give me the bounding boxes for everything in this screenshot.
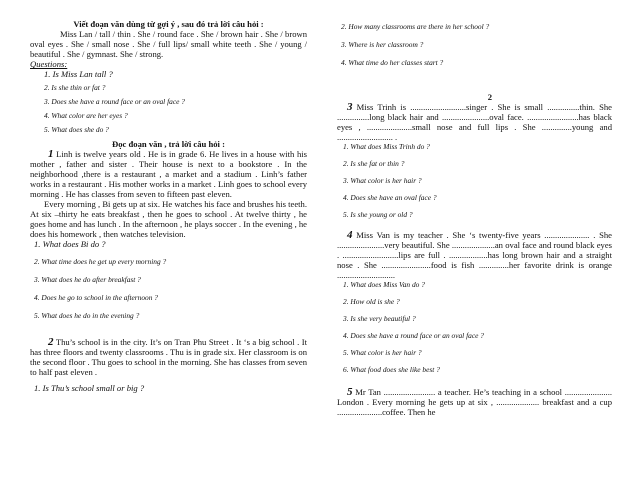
passage-number: 2 [48, 336, 54, 348]
passage-text: Miss Trinh is ..........................singer . She is small ...............thin. She ...............long black hair and ......................oval face. ........................has black eyes , .....................small nose and full lips . She ..............young and .......................... . [337, 102, 612, 142]
prompt-miss-lan: Miss Lan / tall / thin . She / round face . She / brown hair . She / brown oval eyes . She / small nose . She / full lips/ small white teeth . She / young / beautiful . She / gymnast. She / strong. [30, 29, 307, 59]
question: 2. How many classrooms are there in her school ? [341, 22, 490, 31]
question: 3. Is she very beautiful ? [343, 314, 416, 323]
van-questions [337, 280, 612, 375]
passage-miss-van [337, 230, 612, 280]
passage-text: Linh is twelve years old . He is in grade 6. He lives in a house with his mother , father and sister . Their house is next to a bookstore . In the neighborhood ,there is a restaurant , a market and a stadium . Linh’s father works in a restaurant . His mother works in a market . Linh goes to school every morning . He has classes from seven to fifteen past eleven. [30, 149, 307, 199]
miss-lan-questions [30, 69, 307, 135]
thu-questions [337, 22, 612, 68]
question: 3. What does he do after breakfast ? [34, 275, 141, 284]
right-column [337, 0, 612, 417]
exercise-title-write: Viết đoạn văn dùng từ gợi ý , sau đó trả lời câu hỏi : [73, 19, 264, 29]
passage-text: Thu’s school is in the city. It’s on Tran Phu Street . It ‘s a big school . It has three floors and twenty classrooms . Thu is in grade six. Her classroom is on the second floor . Thu goes to school in the morning. She has classes from seven to half past eleven . [30, 337, 307, 377]
passage-number: 4 [347, 229, 353, 241]
question: 2. Is she thin or fat ? [44, 83, 106, 92]
question: 4. Does he go to school in the afternoon ? [34, 293, 158, 302]
question: 3. Does she have a round face or an oval face ? [44, 97, 185, 106]
passage-linh [30, 149, 307, 199]
passage-thu [30, 337, 307, 377]
question: 3. What color is her hair ? [343, 176, 422, 185]
question: 5. Is she young or old ? [343, 210, 413, 219]
question: 2. How old is she ? [343, 297, 400, 306]
question: 1. What does Miss Van do ? [343, 280, 425, 289]
exercise-title-read: Đọc đoạn văn , trả lời câu hỏi : [112, 139, 225, 149]
question: 4. Does she have an oval face ? [343, 193, 437, 202]
passage-miss-trinh [337, 102, 612, 142]
left-column [30, 0, 307, 393]
passage-mr-tan [337, 387, 612, 417]
question: 5. What does he do in the evening ? [34, 311, 140, 320]
question: 5. What color is her hair ? [343, 348, 422, 357]
question: 4. Does she have a round face or an oval face ? [343, 331, 484, 340]
question: 2. What time does he get up every morning ? [34, 257, 167, 266]
passage-number: 1 [48, 148, 54, 160]
bi-questions [30, 239, 307, 321]
question: 3. Where is her classroom ? [341, 40, 424, 49]
question: 6. What food does she like best ? [343, 365, 440, 374]
passage-number: 3 [347, 101, 353, 113]
trinh-questions [337, 142, 612, 220]
questions-label: Questions: [30, 59, 68, 69]
passage-text: Miss Van is my teacher . She ‘s twenty-five years ..................... . She ......................very beautiful. She ....................an oval face and round black eyes . ..........................lips are full . ..................has long brown hair and a straight nose . She .......................food is fish ..............her favorite drink is orange ........................... [337, 230, 612, 280]
passage-text: Mr Tan ........................ a teacher. He’s teaching in a school ...................... London . Every morning he gets up at six , .................... breakfast and a cup .....................coffee. Then he [337, 387, 612, 417]
section-number: 2 [487, 92, 492, 102]
passage-number: 5 [347, 386, 353, 398]
question: 4. What time do her classes start ? [341, 58, 444, 67]
question: 4. What color are her eyes ? [44, 111, 128, 120]
question: 1. Is Thu’s school small or big ? [34, 383, 145, 393]
question: 1. What does Miss Trinh do ? [343, 142, 430, 151]
question: 5. What does she do ? [44, 125, 109, 134]
question: 1. Is Miss Lan tall ? [44, 69, 113, 79]
question: 1. What does Bi do ? [34, 239, 106, 249]
passage-bi: Every morning , Bi gets up at six. He watches his face and brushes his teeth. At six –thirty he eats breakfast , then he goes to school . At twelve thirty , he goes home and has lunch . In the afternoon , he plays soccer . In the evening , he does his homework , then watches television. [30, 199, 307, 239]
question: 2. Is she fat or thin ? [343, 159, 405, 168]
